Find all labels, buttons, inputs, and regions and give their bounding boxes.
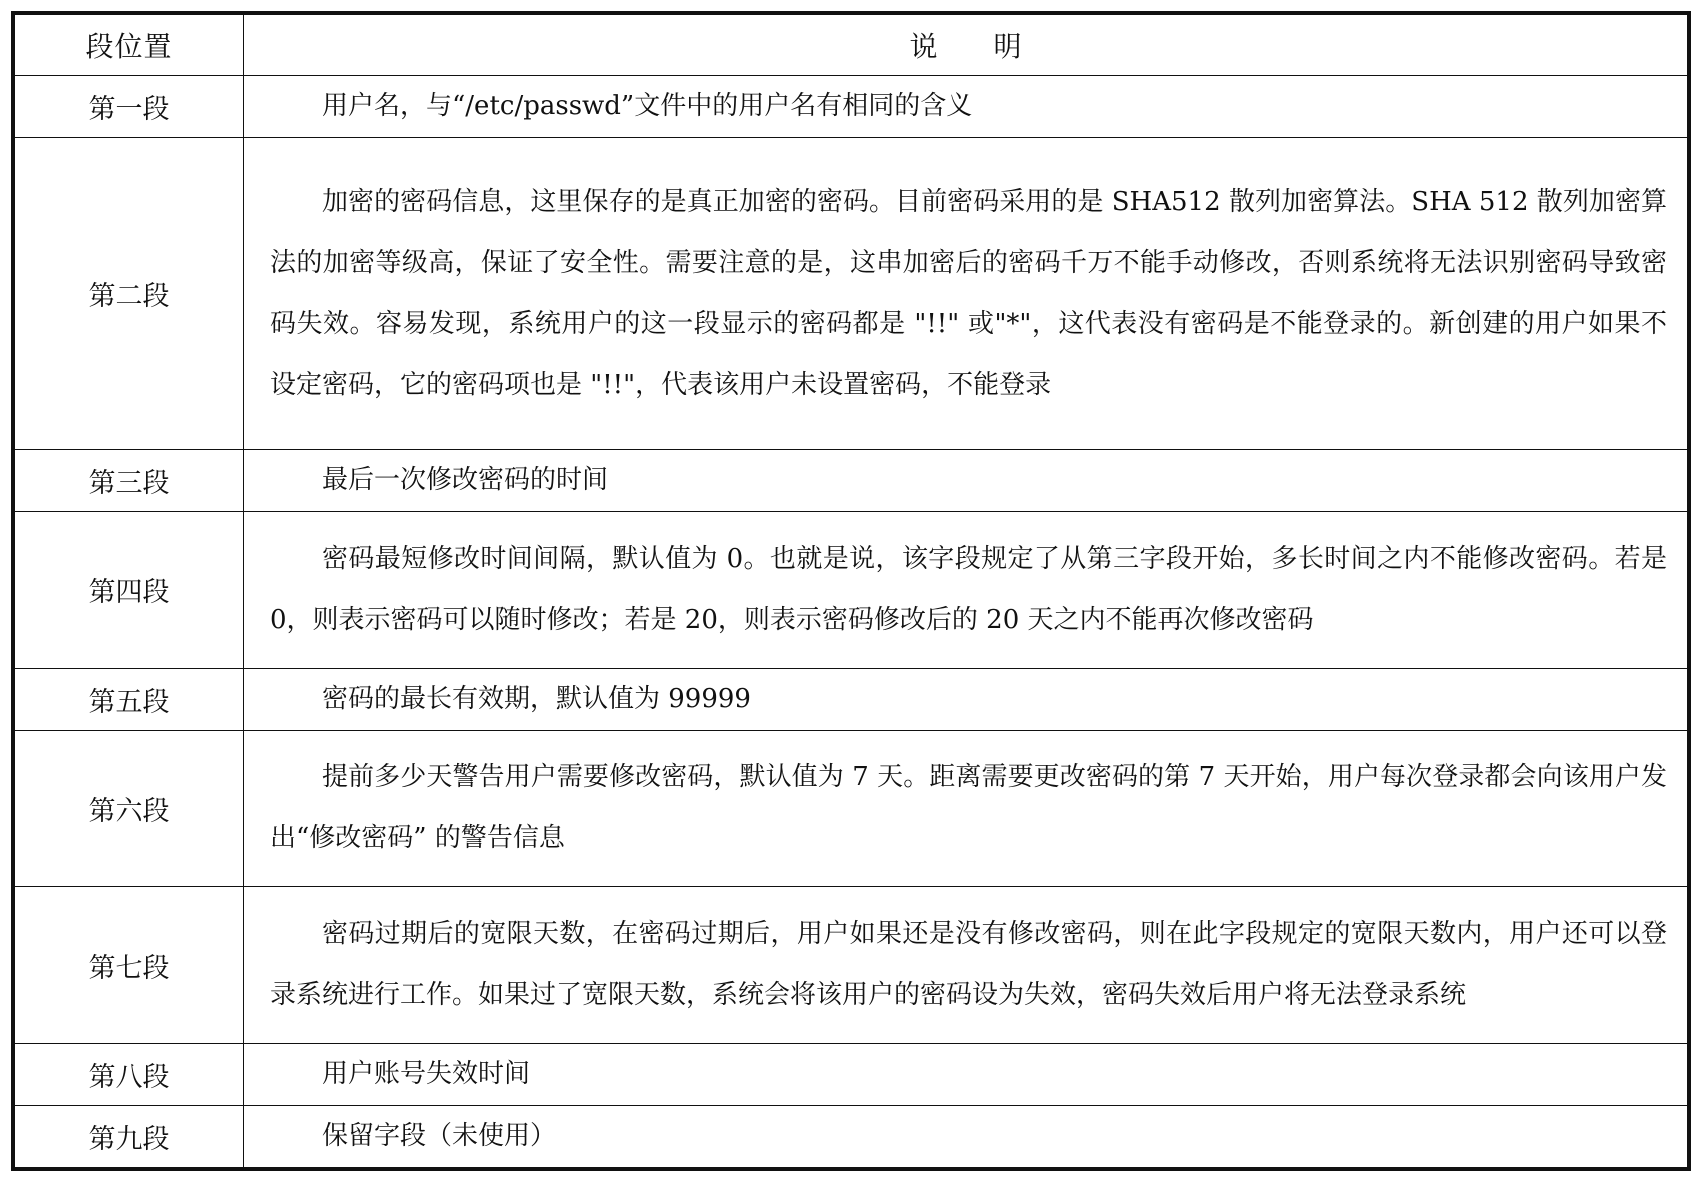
description-cell: 用户账号失效时间: [244, 1044, 1688, 1106]
description-cell: 密码过期后的宽限天数，在密码过期后，用户如果还是没有修改密码，则在此字段规定的宽限天数内，用户还可以登录系统进行工作。如果过了宽限天数，系统会将该用户的密码设为失效，密码失效后用户将无法登录系统: [244, 887, 1688, 1044]
header-segment-position: 段位置: [15, 15, 244, 76]
table-row: [15, 1044, 1688, 1106]
segment-cell: 第三段: [15, 450, 244, 512]
description-cell: 密码的最长有效期，默认值为 99999: [244, 668, 1688, 730]
description-cell: 提前多少天警告用户需要修改密码，默认值为 7 天。距离需要更改密码的第 7 天开始，用户每次登录都会向该用户发出“修改密码” 的警告信息: [244, 730, 1688, 887]
table-row: [15, 887, 1688, 1044]
segment-cell: 第六段: [15, 730, 244, 887]
segment-cell: 第二段: [15, 138, 244, 450]
table-row: [15, 512, 1688, 669]
segment-cell: 第五段: [15, 668, 244, 730]
segment-cell: 第七段: [15, 887, 244, 1044]
table-row: [15, 76, 1688, 138]
table: [14, 14, 1688, 1168]
description-cell: 加密的密码信息，这里保存的是真正加密的密码。目前密码采用的是 SHA512 散列加密算法。SHA 512 散列加密算法的加密等级高，保证了安全性。需要注意的是，这串加密后的密码千万不能手动修改，否则系统将无法识别密码导致密码失效。容易发现，系统用户的这一段显示的密码都是 "!!" 或"*"，这代表没有密码是不能登录的。新创建的用户如果不设定密码，它的密码项也是 "!!"，代表该用户未设置密码，不能登录: [244, 138, 1688, 450]
description-cell: 密码最短修改时间间隔，默认值为 0。也就是说，该字段规定了从第三字段开始，多长时间之内不能修改密码。若是 0，则表示密码可以随时修改；若是 20，则表示密码修改后的 20 天之内不能再次修改密码: [244, 512, 1688, 669]
description-cell: 用户名，与“/etc/passwd”文件中的用户名有相同的含义: [244, 76, 1688, 138]
table-row: [15, 450, 1688, 512]
header-description: 说明: [244, 15, 1688, 76]
table-row: [15, 730, 1688, 887]
table-row: [15, 668, 1688, 730]
segment-cell: 第八段: [15, 1044, 244, 1106]
description-cell: 保留字段（未使用）: [244, 1106, 1688, 1168]
segment-cell: 第九段: [15, 1106, 244, 1168]
shadow-fields-table: [11, 11, 1691, 1171]
table-header-row: [15, 15, 1688, 76]
segment-cell: 第四段: [15, 512, 244, 669]
description-cell: 最后一次修改密码的时间: [244, 450, 1688, 512]
table-row: [15, 138, 1688, 450]
table-row: [15, 1106, 1688, 1168]
segment-cell: 第一段: [15, 76, 244, 138]
